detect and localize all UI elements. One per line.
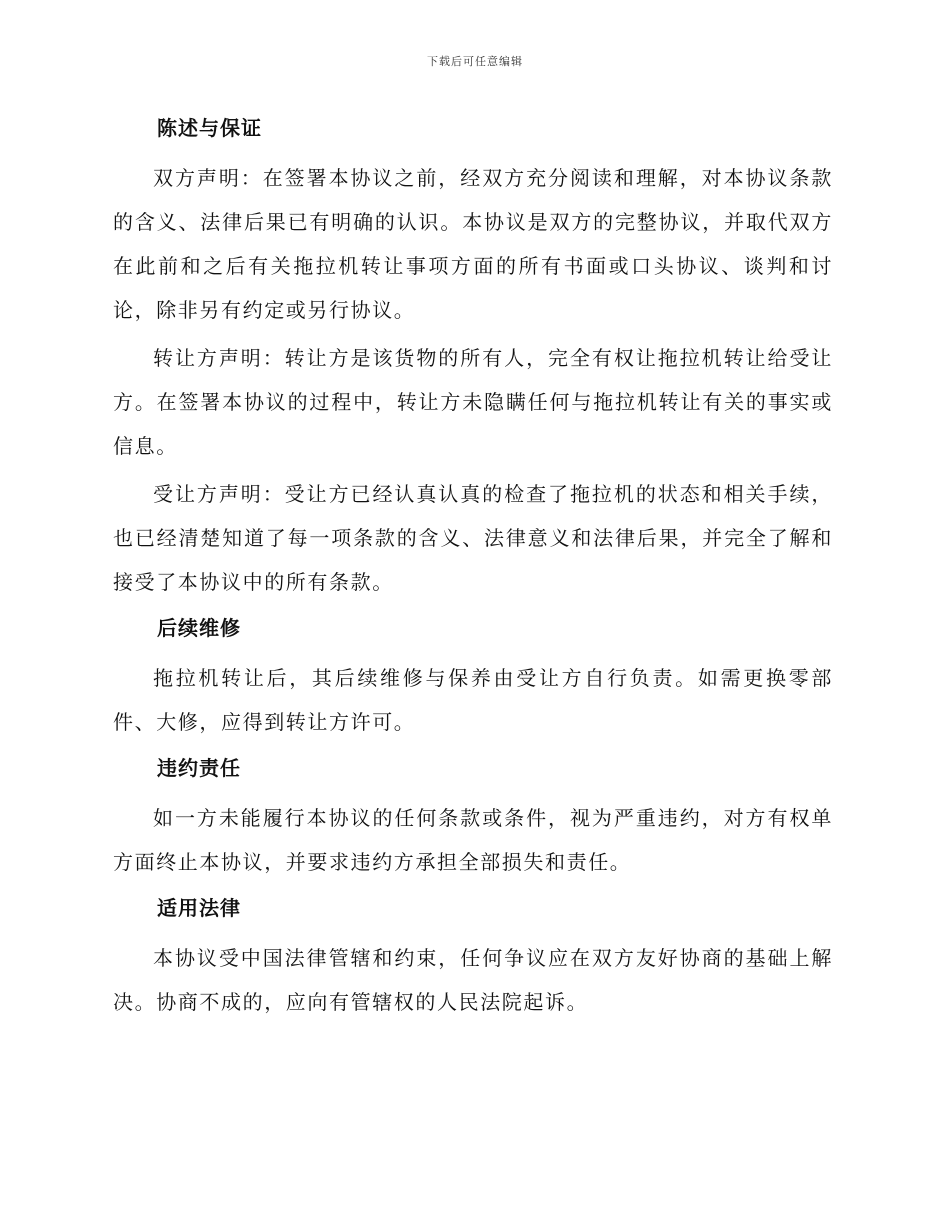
paragraph: 双方声明：在签署本协议之前，经双方充分阅读和理解，对本协议条款的含义、法律后果已有明确的认识。本协议是双方的完整协议，并取代双方在此前和之后有关拖拉机转让事项方面的所有书面或口头协议、谈判和讨论，除非另有约定或另行协议。 (113, 166, 833, 322)
paragraph: 转让方声明：转让方是该货物的所有人，完全有权让拖拉机转让给受让方。在签署本协议的过程中，转让方未隐瞒任何与拖拉机转让有关的事实或信息。 (113, 346, 833, 458)
section-maintenance (113, 608, 833, 744)
section-heading: 适用法律 (157, 896, 241, 920)
paragraph: 受让方声明：受让方已经认真认真的检查了拖拉机的状态和相关手续，也已经清楚知道了每一项条款的含义、法律意义和法律后果，并完全了解和接受了本协议中的所有条款。 (113, 482, 833, 594)
paragraph: 如一方未能履行本协议的任何条款或条件，视为严重违约，对方有权单方面终止本协议，并要求违约方承担全部损失和责任。 (113, 806, 833, 874)
section-governing-law (113, 888, 833, 1024)
page-header: 下载后可任意编辑 (427, 55, 523, 68)
section-heading: 陈述与保证 (157, 116, 262, 140)
section-liability (113, 748, 833, 884)
section-representations (113, 108, 833, 604)
section-heading: 违约责任 (157, 756, 241, 780)
document-body (113, 108, 833, 1028)
section-heading: 后续维修 (157, 616, 241, 640)
paragraph: 本协议受中国法律管辖和约束，任何争议应在双方友好协商的基础上解决。协商不成的，应向有管辖权的人民法院起诉。 (113, 946, 833, 1014)
paragraph: 拖拉机转让后，其后续维修与保养由受让方自行负责。如需更换零部件、大修，应得到转让方许可。 (113, 666, 833, 734)
